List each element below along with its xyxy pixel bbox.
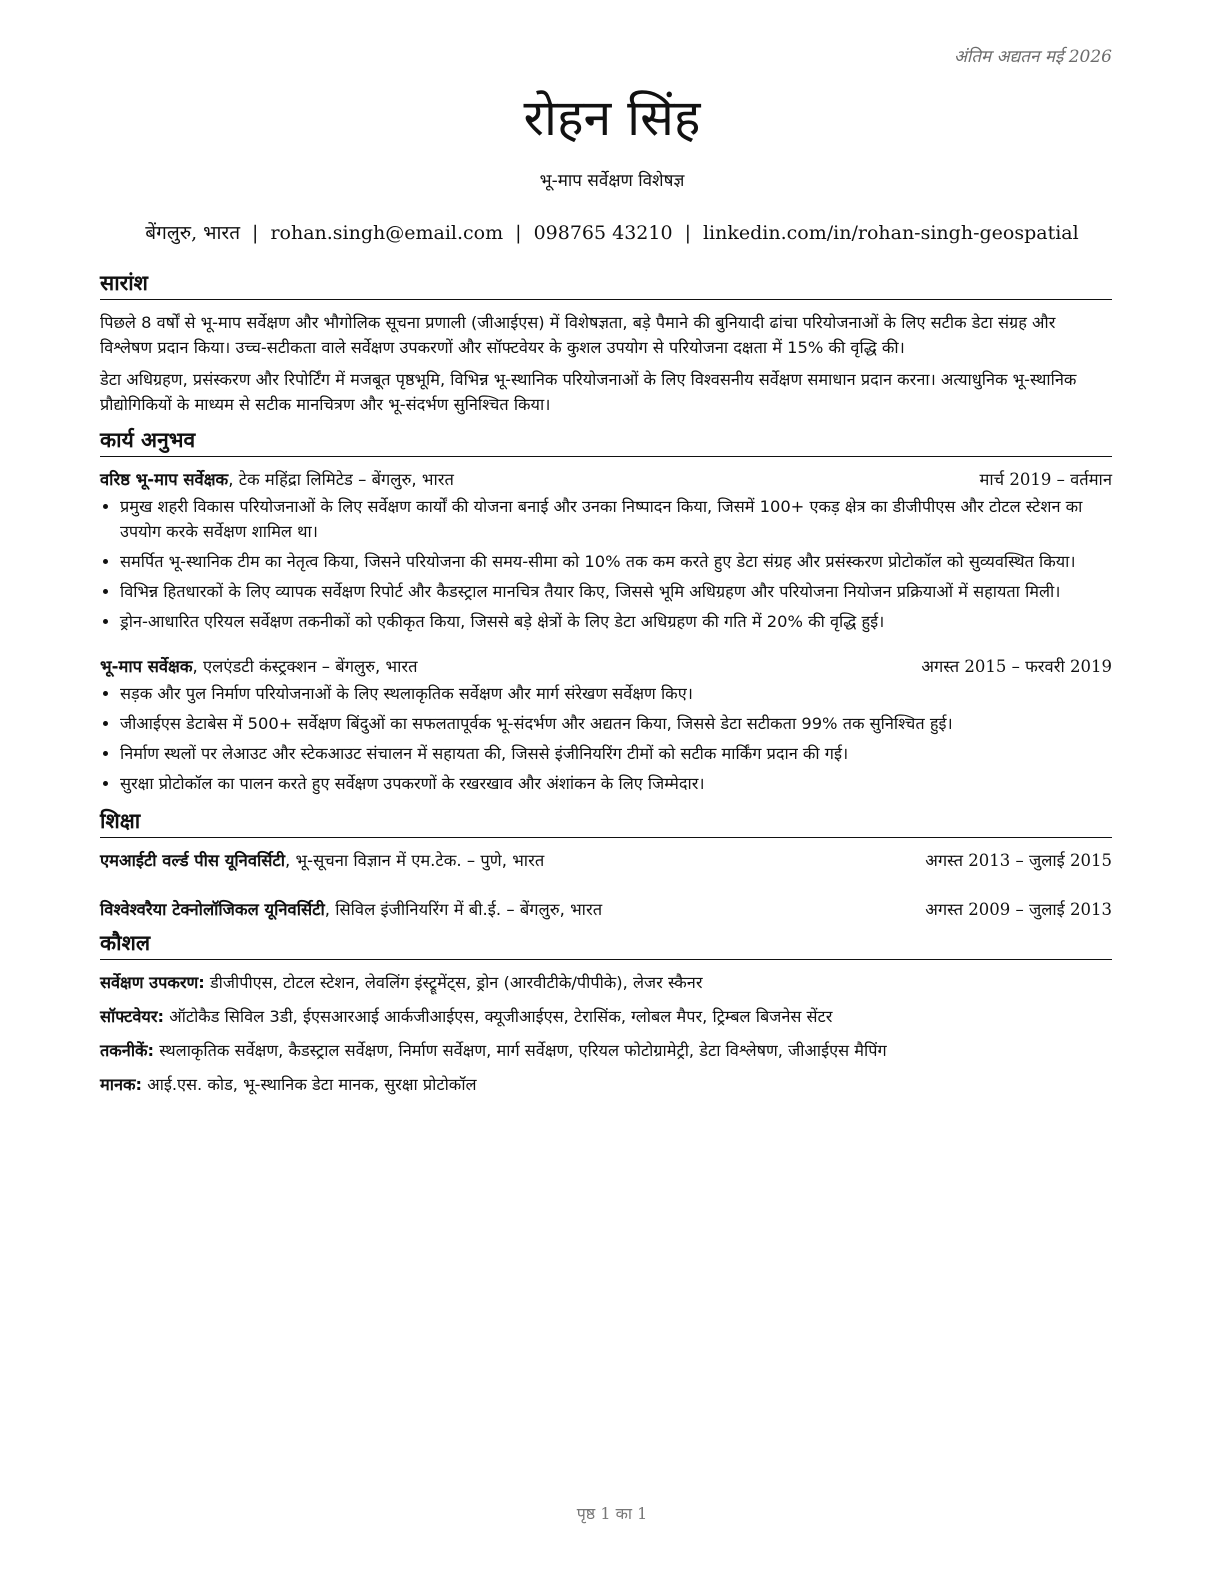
skill-row xyxy=(100,1072,1112,1097)
skill-row xyxy=(100,1038,1112,1063)
job-bullet: • समर्पित भू-स्थानिक टीम का नेतृत्व किया, जिसने परियोजना की समय-सीमा को 10% तक कम करते हुए डेटा संग्रह और प्रसंस्करण प्रोटोकॉल को सुव्यवस्थित किया। xyxy=(120,549,1112,574)
contact-line: बेंगलुरु, भारत | rohan.singh@email.com | 098765 43210 | linkedin.com/in/rohan-singh-geospatial xyxy=(145,222,1079,244)
job-entry xyxy=(100,467,1112,634)
job-dates: अगस्त 2015 – फरवरी 2019 xyxy=(921,657,1112,676)
summary-paragraph: पिछले 8 वर्षों से भू-माप सर्वेक्षण और भौगोलिक सूचना प्रणाली (जीआईएस) में विशेषज्ञता, बड़े पैमाने की बुनियादी ढांचा परियोजनाओं के लिए सटीक डेटा संग्रह और विश्लेषण प्रदान किया। उच्च-सटीकता वाले सर्वेक्षण उपकरणों और सॉफ्टवेयर के कुशल उपयोग से परियोजना दक्षता में 15% की वृद्धि की। xyxy=(100,313,1056,357)
skill-value: ऑटोकैड सिविल 3डी, ईएसआरआई आर्कजीआईएस, क्यूजीआईएस, टेरासिंक, ग्लोबल मैपर, ट्रिम्बल बिजनेस सेंटर xyxy=(164,1007,833,1026)
skill-row xyxy=(100,970,1112,995)
job-entry xyxy=(100,654,1112,796)
job-bullet: • जीआईएस डेटाबेस में 500+ सर्वेक्षण बिंदुओं का सफलतापूर्वक भू-संदर्भण और अद्यतन किया, जिससे डेटा सटीकता 99% तक सुनिश्चित हुई। xyxy=(120,711,1112,736)
candidate-name: रोहन सिंह xyxy=(523,89,701,147)
job-bullet: • सुरक्षा प्रोटोकॉल का पालन करते हुए सर्वेक्षण उपकरणों के रखरखाव और अंशांकन के लिए जिम्मेदार। xyxy=(120,771,1112,796)
summary-paragraph: डेटा अधिग्रहण, प्रसंस्करण और रिपोर्टिंग में मजबूत पृष्ठभूमि, विभिन्न भू-स्थानिक परियोजनाओं के लिए विश्वसनीय सर्वेक्षण समाधान प्रदान करना। अत्याधुनिक भू-स्थानिक प्रौद्योगिकियों के माध्यम से सटीक मानचित्रण और भू-संदर्भण सुनिश्चित किया। xyxy=(100,370,1077,414)
contact-phone[interactable]: 098765 43210 xyxy=(533,222,673,244)
education-degree: , सिविल इंजीनियरिंग में बी.ई. – बेंगलुरु, भारत xyxy=(324,900,603,919)
page-number: पृष्ठ 1 का 1 xyxy=(576,1504,648,1523)
job-title: वरिष्ठ भू-माप सर्वेक्षक xyxy=(100,470,229,489)
skill-row xyxy=(100,1004,1112,1029)
resume-body xyxy=(100,270,1112,1106)
job-bullet: • सड़क और पुल निर्माण परियोजनाओं के लिए स्थलाकृतिक सर्वेक्षण और मार्ग संरेखण सर्वेक्षण किए। xyxy=(120,681,1112,706)
section-heading-skills: कौशल xyxy=(100,930,1112,960)
job-company: , एलएंडटी कंस्ट्रक्शन – बेंगलुरु, भारत xyxy=(192,657,418,676)
job-bullet: • निर्माण स्थलों पर लेआउट और स्टेकआउट संचालन में सहायता की, जिससे इंजीनियरिंग टीमों को सटीक मार्किंग प्रदान की गई। xyxy=(120,741,1112,766)
experience-section xyxy=(100,427,1112,796)
job-bullets xyxy=(100,681,1112,796)
job-bullet: • ड्रोन-आधारित एरियल सर्वेक्षण तकनीकों को एकीकृत किया, जिससे बड़े क्षेत्रों के लिए डेटा अधिग्रहण की गति में 20% की वृद्धि हुई। xyxy=(120,609,1112,634)
job-title: भू-माप सर्वेक्षक xyxy=(100,657,193,676)
contact-location: बेंगलुरु, भारत xyxy=(145,222,241,244)
section-heading-education: शिक्षा xyxy=(100,808,1112,838)
skill-value: डीजीपीएस, टोटल स्टेशन, लेवलिंग इंस्ट्रूमेंट्स, ड्रोन (आरवीटीके/पीपीके), लेजर स्कैनर xyxy=(204,973,703,992)
contact-email[interactable]: rohan.singh@email.com xyxy=(270,222,504,244)
job-company: , टेक महिंद्रा लिमिटेड – बेंगलुरु, भारत xyxy=(228,470,454,489)
education-entry xyxy=(100,848,1112,873)
skill-label: सॉफ्टवेयर: xyxy=(100,1007,165,1026)
contact-linkedin[interactable]: linkedin.com/in/rohan-singh-geospatial xyxy=(702,222,1079,244)
skill-label: मानक: xyxy=(100,1075,143,1094)
section-heading-experience: कार्य अनुभव xyxy=(100,427,1112,457)
candidate-role: भू-माप सर्वेक्षण विशेषज्ञ xyxy=(539,171,685,191)
job-bullets xyxy=(100,494,1112,634)
section-heading-summary: सारांश xyxy=(100,270,1112,300)
education-dates: अगस्त 2009 – जुलाई 2013 xyxy=(925,900,1112,919)
job-header xyxy=(100,654,1112,679)
skill-value: आई.एस. कोड, भू-स्थानिक डेटा मानक, सुरक्षा प्रोटोकॉल xyxy=(142,1075,477,1094)
education-entry xyxy=(100,897,1112,922)
job-header xyxy=(100,467,1112,492)
education-school: एमआईटी वर्ल्ड पीस यूनिवर्सिटी xyxy=(100,851,286,870)
skill-label: तकनीकें: xyxy=(100,1041,155,1060)
job-bullet: • प्रमुख शहरी विकास परियोजनाओं के लिए सर्वेक्षण कार्यों की योजना बनाई और उनका निष्पादन किया, जिसमें 100+ एकड़ क्षेत्र का डीजीपीएस और टोटल स्टेशन का उपयोग करके सर्वेक्षण शामिल था। xyxy=(120,494,1112,544)
skills-section xyxy=(100,930,1112,1097)
education-school: विश्वेश्वरैया टेक्नोलॉजिकल यूनिवर्सिटी xyxy=(100,900,325,919)
last-updated: अंतिम अद्यतन मई 2026 xyxy=(953,47,1112,67)
education-section xyxy=(100,808,1112,922)
job-dates: मार्च 2019 – वर्तमान xyxy=(979,470,1112,489)
skill-label: सर्वेक्षण उपकरण: xyxy=(100,973,205,992)
summary-section xyxy=(100,270,1112,417)
education-dates: अगस्त 2013 – जुलाई 2015 xyxy=(925,851,1112,870)
skill-value: स्थलाकृतिक सर्वेक्षण, कैडस्ट्राल सर्वेक्षण, निर्माण सर्वेक्षण, मार्ग सर्वेक्षण, एरियल फोटोग्रामेट्री, डेटा विश्लेषण, जीआईएस मैपिंग xyxy=(154,1041,887,1060)
education-degree: , भू-सूचना विज्ञान में एम.टेक. – पुणे, भारत xyxy=(285,851,545,870)
job-bullet: • विभिन्न हितधारकों के लिए व्यापक सर्वेक्षण रिपोर्ट और कैडस्ट्राल मानचित्र तैयार किए, जिससे भूमि अधिग्रहण और परियोजना नियोजन प्रक्रियाओं में सहायता मिली। xyxy=(120,579,1112,604)
